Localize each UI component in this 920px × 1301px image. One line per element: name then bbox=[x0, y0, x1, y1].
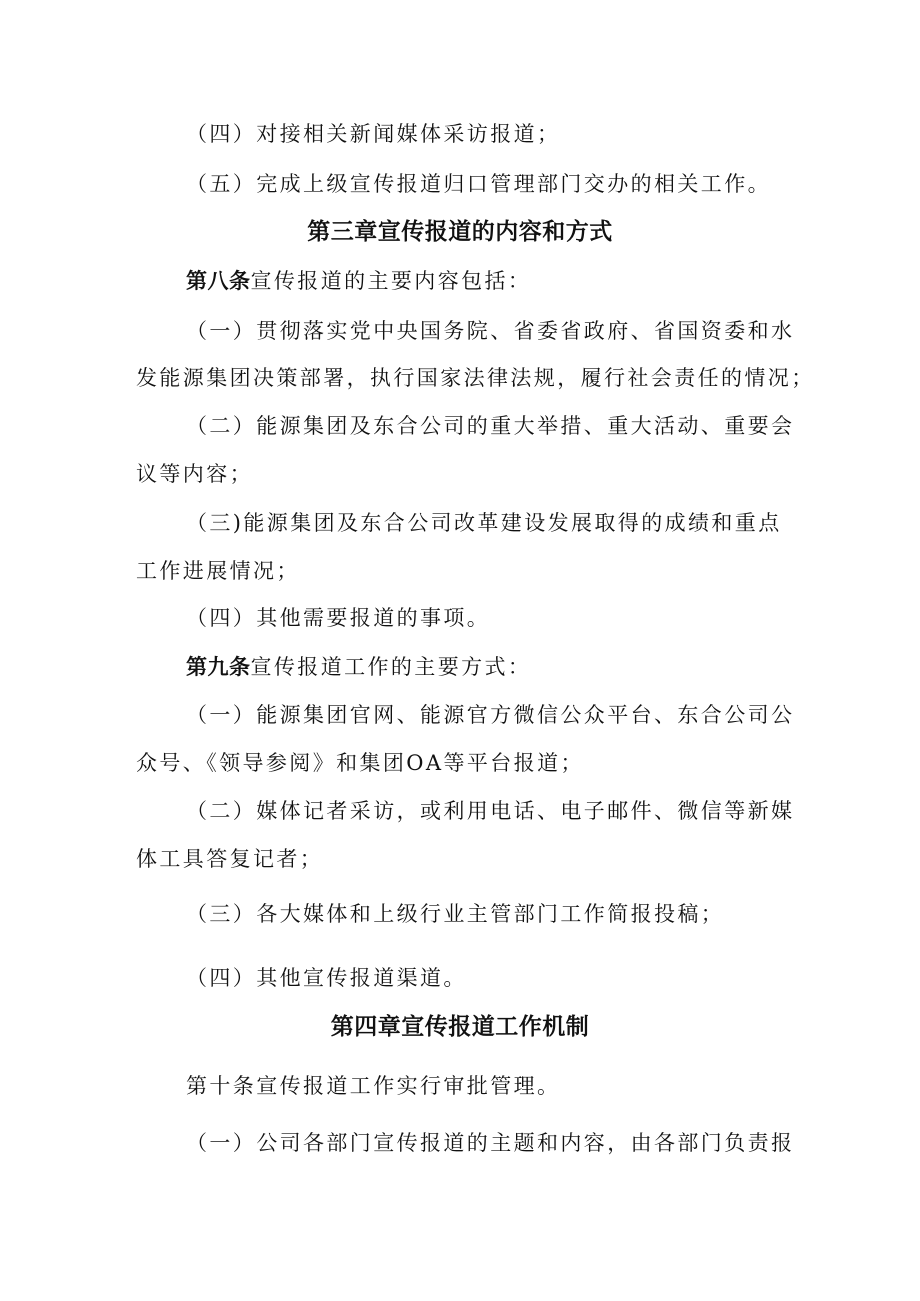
article9-text: 宣传报道工作的主要方式： bbox=[250, 655, 532, 679]
article10-item1-line1: （一）公司各部门宣传报道的主题和内容，由各部门负责报 bbox=[186, 1131, 795, 1155]
article8-item3-line1: （三)能源集团及东合公司改革建设发展取得的成绩和重点 bbox=[186, 511, 782, 535]
chapter2-item-4: （四）对接相关新闻媒体采访报道； bbox=[186, 122, 561, 146]
chapter4-title: 第四章宣传报道工作机制 bbox=[330, 1014, 590, 1040]
article9-item2-line1: （二）媒体记者采访，或利用电话、电子邮件、微信等新媒 bbox=[186, 799, 795, 823]
article9-item1-line1: （一）能源集团官网、能源官方微信公众平台、东合公司公 bbox=[186, 703, 795, 727]
article9-item3: （三）各大媒体和上级行业主管部门工作简报投稿； bbox=[186, 902, 725, 926]
article8-item4: （四）其他需要报道的事项。 bbox=[186, 606, 491, 630]
article8-item3-line2: 工作进展情况； bbox=[136, 559, 300, 583]
chapter2-item-5: （五）完成上级宣传报道归口管理部门交办的相关工作。 bbox=[186, 172, 771, 196]
article8-item2-line2: 议等内容； bbox=[136, 462, 253, 486]
article9-item2-line2: 体工具答复记者； bbox=[136, 847, 324, 871]
article9-number: 第九条 bbox=[186, 655, 251, 679]
article9-item1-line2: 众号、《领导参阅》和集团OA等平台报道； bbox=[136, 751, 584, 775]
article9-paragraph bbox=[186, 652, 796, 682]
chapter3-title: 第三章宣传报道的内容和方式 bbox=[307, 219, 613, 245]
article9-item4: （四）其他宣传报道渠道。 bbox=[186, 966, 467, 990]
article8-text: 宣传报道的主要内容包括： bbox=[250, 269, 532, 293]
article10-paragraph: 第十条宣传报道工作实行审批管理。 bbox=[186, 1074, 561, 1098]
article8-item1-line1: （一）贯彻落实党中央国务院、省委省政府、省国资委和水 bbox=[186, 319, 795, 343]
article8-number: 第八条 bbox=[186, 269, 251, 293]
article8-paragraph bbox=[186, 266, 796, 296]
article8-item2-line1: （二）能源集团及东合公司的重大举措、重大活动、重要会 bbox=[186, 414, 795, 438]
article8-item1-line2: 发能源集团决策部署，执行国家法律法规，履行社会责任的情况； bbox=[136, 366, 815, 390]
